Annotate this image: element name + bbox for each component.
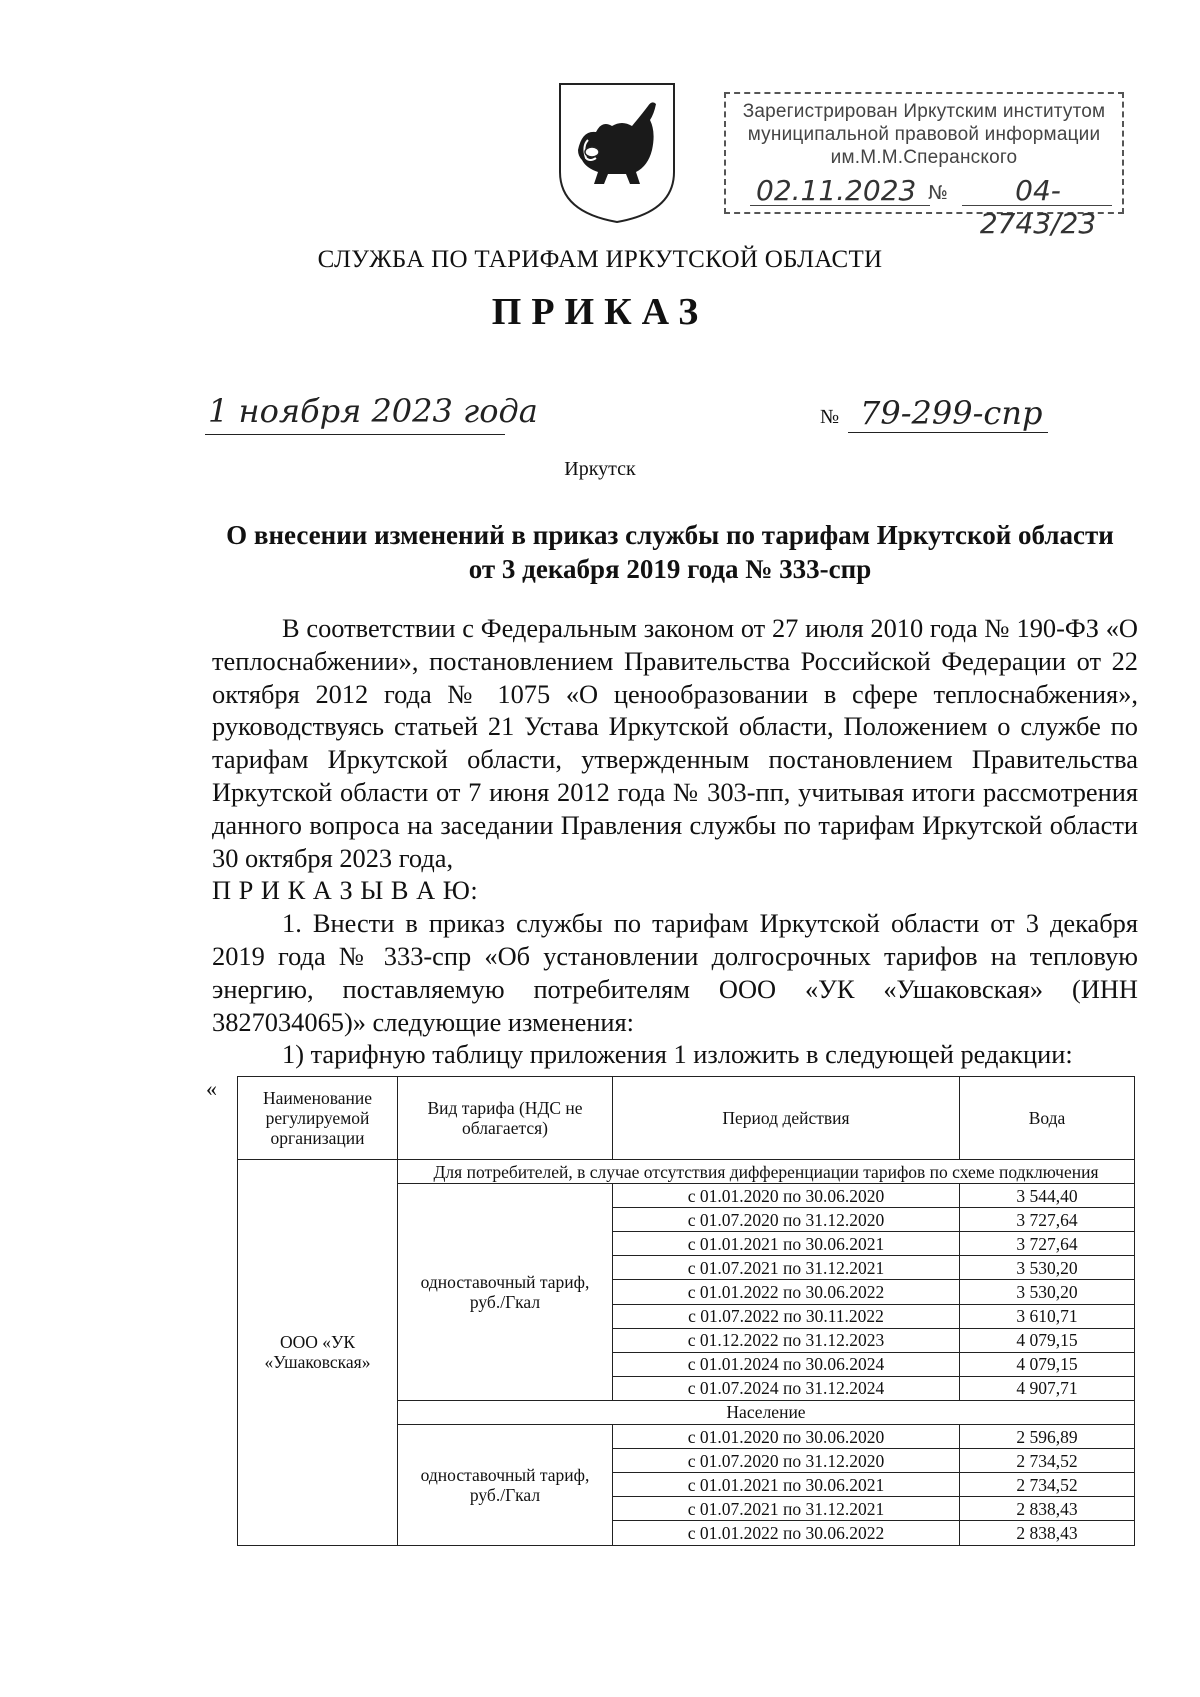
city: Иркутск (564, 458, 636, 480)
period-cell: с 01.07.2021 по 31.12.2021 (613, 1497, 960, 1521)
value-cell: 4 079,15 (960, 1328, 1135, 1352)
stamp-number-sign: № (928, 182, 948, 204)
period-cell: с 01.01.2022 по 30.06.2022 (613, 1521, 960, 1545)
number-sign: № (820, 406, 840, 428)
tariff-kind-cell: одноставочный тариф, руб./Гкал (398, 1425, 613, 1545)
section-title: Для потребителей, в случае отсутствия дифференциации тарифов по схеме подключения (398, 1160, 1135, 1184)
stamp-number-underline (962, 205, 1112, 206)
number-underline (848, 432, 1048, 433)
item-1-1-paragraph: 1) тарифную таблицу приложения 1 изложить в следующей редакции: (282, 1039, 1073, 1070)
period-cell: с 01.01.2020 по 30.06.2020 (613, 1425, 960, 1449)
header-water: Вода (960, 1077, 1135, 1160)
order-word: П Р И К А З Ы В А Ю: (212, 875, 479, 906)
org-name-cell: ООО «УК «Ушаковская» (238, 1160, 398, 1546)
section-title: Население (398, 1400, 1135, 1424)
period-cell: с 01.01.2022 по 30.06.2022 (613, 1280, 960, 1304)
preamble-paragraph: В соответствии с Федеральным законом от 27 июля 2010 года № 190-ФЗ «О теплоснабжении», постановлением Правительства Российской Федерации от 22 октября 2012 года № 1075 «О ценообразовании в сфере теплоснабжения», руководствуясь статьей 21 Устава Иркутской области, Положением о службе по тарифам Иркутской области, утвержденным постановлением Правительства Иркутской области от 7 июня 2012 года № 303-пп, учитывая итоги рассмотрения данного вопроса на заседании Правления службы по тарифам Иркутской области 30 октября 2023 года, (212, 613, 1138, 873)
tariff-table (237, 1076, 1135, 1546)
value-cell: 2 596,89 (960, 1425, 1135, 1449)
quote-open: « (206, 1076, 217, 1101)
tariff-table-wrapper (237, 1076, 1134, 1546)
value-cell: 3 530,20 (960, 1280, 1135, 1304)
stamp-number: 04-2743/23 (979, 174, 1097, 240)
period-cell: с 01.01.2024 по 30.06.2024 (613, 1352, 960, 1376)
stamp-line: Зарегистрирован Иркутским институтом (742, 101, 1106, 122)
period-cell: с 01.01.2020 по 30.06.2020 (613, 1184, 960, 1208)
title-line: от 3 декабря 2019 года № 333-спр (468, 554, 872, 584)
period-cell: с 01.07.2022 по 30.11.2022 (613, 1304, 960, 1328)
handwritten-number: 79-299-спр (860, 394, 1043, 432)
registration-stamp (724, 92, 1124, 240)
period-cell: с 01.01.2021 по 30.06.2021 (613, 1232, 960, 1256)
period-cell: с 01.01.2021 по 30.06.2021 (613, 1473, 960, 1497)
table-header-row (238, 1077, 1135, 1160)
period-cell: с 01.07.2020 по 31.12.2020 (613, 1208, 960, 1232)
value-cell: 3 610,71 (960, 1304, 1135, 1328)
value-cell: 3 727,64 (960, 1232, 1135, 1256)
header-org: Наименование регулируемой организации (238, 1077, 398, 1160)
value-cell: 3 544,40 (960, 1184, 1135, 1208)
period-cell: с 01.07.2020 по 31.12.2020 (613, 1449, 960, 1473)
stamp-registration-row (736, 172, 1112, 240)
stamp-line: им.М.М.Сперанского (830, 147, 1018, 168)
period-cell: с 01.07.2024 по 31.12.2024 (613, 1376, 960, 1400)
title-line: О внесении изменений в приказ службы по тарифам Иркутской области (226, 520, 1114, 550)
value-cell: 2 734,52 (960, 1449, 1135, 1473)
header-tariff-kind: Вид тарифа (НДС не облагается) (398, 1077, 613, 1160)
section-title-row (238, 1160, 1135, 1184)
value-cell: 4 907,71 (960, 1376, 1135, 1400)
tariff-kind-cell: одноставочный тариф, руб./Гкал (398, 1184, 613, 1401)
value-cell: 2 734,52 (960, 1473, 1135, 1497)
handwritten-date: 1 ноября 2023 года (208, 392, 538, 430)
value-cell: 3 727,64 (960, 1208, 1135, 1232)
stamp-line: муниципальной правовой информации (747, 124, 1101, 145)
agency-name: СЛУЖБА ПО ТАРИФАМ ИРКУТСКОЙ ОБЛАСТИ (317, 246, 883, 273)
sable-emblem-icon (556, 80, 678, 226)
document-title (210, 518, 1130, 586)
period-cell: с 01.07.2021 по 31.12.2021 (613, 1256, 960, 1280)
document-kind: ПРИКАЗ (491, 291, 709, 333)
item-1-paragraph: 1. Внести в приказ службы по тарифам Иркутской области от 3 декабря 2019 года № 333-спр «Об установлении долгосрочных тарифов на тепловую энергию, поставляемую потребителям ООО «УК «Ушаковская» (ИНН 3827034065)» следующие изменения: (212, 908, 1138, 1037)
header-period: Период действия (613, 1077, 960, 1160)
value-cell: 2 838,43 (960, 1521, 1135, 1545)
document-body (212, 612, 1138, 1071)
stamp-date-underline (750, 205, 930, 206)
period-cell: с 01.12.2022 по 31.12.2023 (613, 1328, 960, 1352)
value-cell: 2 838,43 (960, 1497, 1135, 1521)
value-cell: 3 530,20 (960, 1256, 1135, 1280)
stamp-date: 02.11.2023 (756, 174, 917, 207)
value-cell: 4 079,15 (960, 1352, 1135, 1376)
date-underline (205, 434, 505, 435)
